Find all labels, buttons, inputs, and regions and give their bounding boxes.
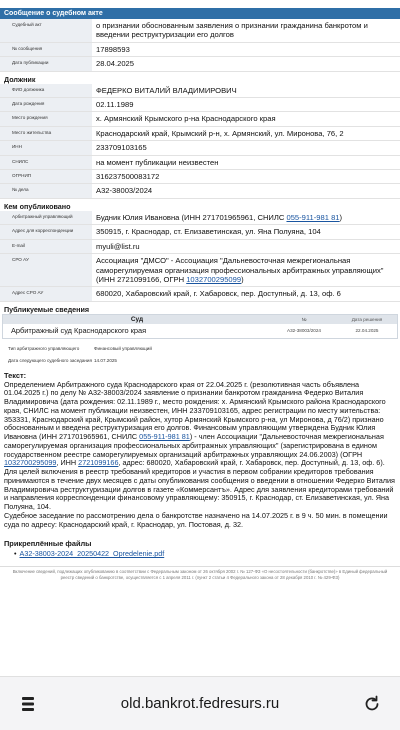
debtor-row (0, 184, 400, 198)
manager-close: ) (339, 212, 343, 222)
email-label: E-mail (0, 240, 92, 253)
email-row (0, 240, 400, 254)
sro-close: ) (241, 274, 244, 284)
debtor-value: 233709103165 (96, 143, 147, 153)
debtor-row (0, 156, 400, 170)
footer-note: Включение сведений, подлежащих опубликованию в соответствии с Федеральным законом от 26 октября 2002 г. № 127-ФЗ «О несостоятельности (банкротстве)» в Единый федеральный реестр сведений о банкротстве, осуществляется с 1 апреля 2011 г. (пункт 2 статьи 4 Федерального закона от 28 декабря 2010 г. № 429-ФЗ) (0, 566, 400, 583)
text-ogrn-link[interactable]: 1032700295099 (4, 458, 57, 468)
published-info-title: Публикуемые сведения (4, 304, 90, 314)
manager-snils-link[interactable]: 055-911-981 81 (286, 212, 340, 222)
debtor-section-title: Должник (4, 74, 36, 84)
file-item (0, 549, 400, 558)
text-part: Определением Арбитражного суда Краснодарского края от 22.04.2025 г. (резолютивная часть объявлена 01.04.2025 г.) по делу № А32-38003/2024 заявление о признании банкротом гражданина Федерко Виталия Владимировича (дата рождения: 02.11.1989 г., место рождения: х. Армянский Крымского района Краснодарского края, СНИЛС на момент публикации неизвестен, ИНН 233709103165, адрес регистрации по месту жительства: 353331, Краснодарский край, Крымский район, хутор Армянский Крымского р-на, ул Миронова, д 76/2) признано обоснованным и введена реструктуризация его долгов. Финансовым управляющим утверждена Будник Юлия Ивановна (ИНН 271701965961, СНИЛС (4, 379, 386, 442)
debtor-label: ИНН (0, 141, 92, 154)
debtor-row (0, 127, 400, 141)
publisher-table (0, 211, 400, 302)
next-hearing-value: 14.07.2025 (94, 357, 117, 363)
manager-value (92, 211, 400, 224)
manager-type-row (0, 343, 400, 355)
manager-type-value: Финансовый управляющий (94, 345, 152, 351)
debtor-label: ФИО должника (0, 84, 92, 97)
top-strip (0, 0, 400, 8)
manager-row (0, 211, 400, 225)
court-name: Арбитражный суд Краснодарского края (11, 325, 147, 335)
email-value: myuli@list.ru (96, 241, 140, 251)
debtor-row (0, 84, 400, 98)
addr-row (0, 225, 400, 239)
debtor-label: Дата рождения (0, 98, 92, 111)
act-info (0, 19, 400, 72)
debtor-value: Краснодарский край, Крымский р-н, х. Армянский, ул. Миронова, 76, 2 (96, 128, 344, 138)
sro-row (0, 254, 400, 287)
sro-text: Ассоциация "ДМСО" - Ассоциация "Дальневосточная межрегиональная саморегулируемая организация профессиональных арбитражных управляющих" (ИНН 2721099166, ОГРН (96, 256, 384, 284)
message-text (0, 381, 400, 530)
addr-label: Адрес для корреспонденции (0, 225, 92, 238)
col-court: Суд (130, 315, 144, 323)
text-heading: Текст: (4, 370, 27, 380)
bullet-icon: • (14, 549, 17, 559)
debtor-row (0, 141, 400, 155)
sro-ogrn-link[interactable]: 1032700295099 (186, 274, 242, 284)
debtor-label: № дела (0, 184, 92, 197)
debtor-value: х. Армянский Крымского р-на Краснодарского края (96, 114, 276, 124)
file-link[interactable]: А32-38003-2024_20250422_Opredelenie.pdf (19, 549, 165, 559)
table-row (3, 324, 397, 338)
text-inn-link[interactable]: 2721099166 (78, 458, 119, 468)
act-type-value: о признании обоснованным заявления о признании гражданина банкротом и введении реструктуризации его долгов (96, 21, 368, 40)
sro-value (92, 254, 400, 286)
debtor-value: ФЕДЕРКО ВИТАЛИЙ ВЛАДИМИРОВИЧ (96, 85, 237, 95)
publisher-section-title: Кем опубликовано (4, 201, 71, 211)
debtor-value: 02.11.1989 (96, 100, 134, 110)
page-title: Сообщение о судебном акте (0, 8, 400, 19)
sro-addr-row (0, 287, 400, 301)
debtor-value: А32-38003/2024 (96, 186, 153, 196)
debtor-value: 316237500083172 (96, 172, 160, 182)
reader-icon[interactable] (14, 690, 42, 718)
manager-text: Будник Юлия Ивановна (ИНН 271701965961, СНИЛС (96, 212, 287, 222)
next-hearing-row (0, 355, 400, 367)
sro-addr-value: 680020, Хабаровский край, г. Хабаровск, пер. Доступный, д. 13, оф. 6 (96, 289, 341, 299)
debtor-table (0, 84, 400, 199)
col-no: № (301, 316, 307, 322)
next-hearing-label: Дата следующего судебного заседания (8, 357, 92, 363)
act-type-label: Судебный акт (0, 19, 92, 42)
pub-date-label: Дата публикации (0, 57, 92, 70)
msg-no-row (0, 43, 400, 57)
debtor-label: ОГРНИП (0, 170, 92, 183)
col-date: Дата решения (351, 316, 383, 322)
msg-no-value: 17898593 (96, 44, 130, 54)
debtor-label: СНИЛС (0, 156, 92, 169)
act-type-row (0, 19, 400, 43)
manager-type-label: Тип арбитражного управляющего (8, 345, 80, 351)
debtor-row (0, 170, 400, 184)
msg-no-label: № сообщения (0, 43, 92, 56)
debtor-label: Место рождения (0, 112, 92, 125)
text-part: , ИНН (56, 458, 79, 468)
text-snils-link[interactable]: 055-911-981 81 (139, 432, 190, 442)
text-part: ) - член Ассоциации "Дальневосточная межрегиональная саморегулируемая организация профессиональных арбитражных управляющих" (зарегистрирована в едином государственном реестре саморегулируемых организаций арбитражных управляющих 24.06.2003) (ОГРН (4, 432, 384, 459)
reload-icon[interactable] (358, 690, 386, 718)
court-table-header (3, 315, 397, 324)
decision-date: 22.04.2025 (355, 327, 379, 333)
debtor-row (0, 112, 400, 126)
url-text[interactable]: old.bankrot.fedresurs.ru (120, 695, 280, 712)
sro-label: СРО АУ (0, 254, 92, 286)
addr-value: 350915, г. Краснодар, ст. Елизаветинская, ул. Яна Полуяна, 104 (96, 227, 321, 237)
text-part: , адрес: 680020, Хабаровский край, г. Хабаровск, пер. Доступный, д. 13, оф. 6). Для целей включения в реестр требований кредиторов и участия в первом собрании кредиторов требования принимаются в течение двух месяцев с даты опубликования сообщения о введении в отношении Федерко Виталия Владимировича реструктуризации долгов в газете «Коммерсантъ». Адрес для заявления кредиторами требований и направления корреспонденции финансовому управляющему: 350915, г. Краснодар, ст. Елизаветинская, ул. Яна Полуяна, 104. Судебное заседание по рассмотрению дела о банкротстве назначено на 14.07.2025 г. в 9 ч. 50 мин. в помещении суда по адресу: Краснодарский край, г. Краснодар, ул. Постовая, д. 32. (4, 458, 395, 529)
browser-address-bar[interactable] (0, 676, 400, 730)
debtor-label: Место жительства (0, 127, 92, 140)
pub-date-row (0, 57, 400, 71)
pub-date-value: 28.04.2025 (96, 59, 135, 69)
files-heading: Прикреплённые файлы (4, 539, 92, 549)
manager-label: Арбитражный управляющий (0, 211, 92, 224)
court-table (2, 314, 398, 339)
debtor-value: на момент публикации неизвестен (96, 157, 219, 167)
case-no: А32-38003/2024 (287, 327, 321, 333)
sro-addr-label: Адрес СРО АУ (0, 287, 92, 300)
debtor-row (0, 98, 400, 112)
